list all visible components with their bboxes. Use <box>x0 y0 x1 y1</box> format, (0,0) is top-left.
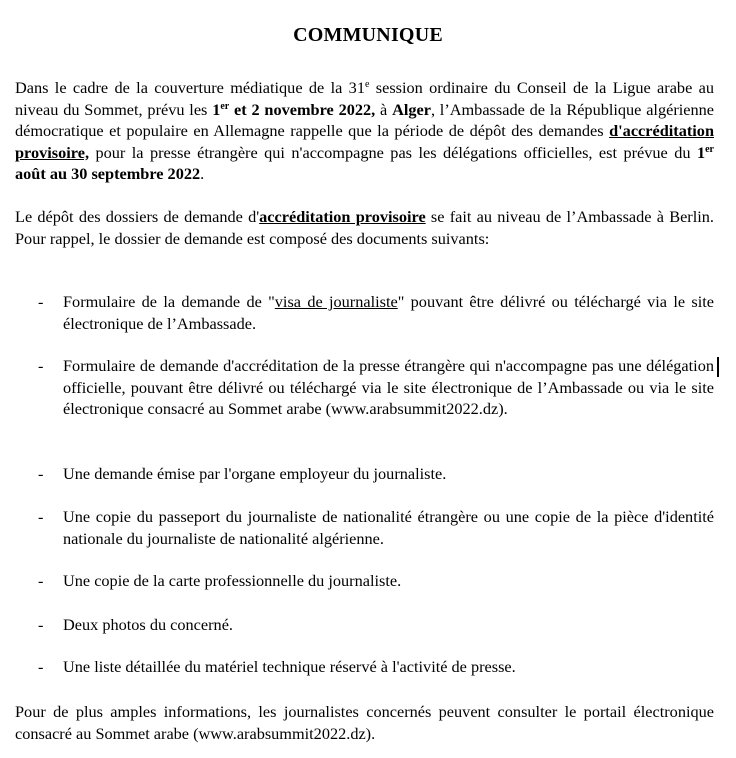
intro-accreditation-emphasis: d'accréditation provisoire, <box>15 121 714 162</box>
item-1-post: " pouvant être délivré ou téléchargé via le site électronique de l’Ambassade. <box>63 292 714 333</box>
list-item-text: Formulaire de demande d'accréditation de la presse étrangère qui n'accompagne pas une délégation officielle, pouvant être délivré ou téléchargé via le site électronique de l’Ambassade ou via le site électronique consacré au Sommet arabe (www.arabsummit2022.dz). <box>63 356 714 418</box>
list-item-text: Une copie de la carte professionnelle du journaliste. <box>63 571 402 590</box>
dossier-text-2: se fait au niveau de l’Ambassade à Berlin. Pour rappel, le dossier de demande est composé des documents suivants: <box>15 207 714 248</box>
list-bullet: - <box>38 615 44 634</box>
item-1-pre: Formulaire de la demande de " <box>63 292 275 311</box>
list-bullet: - <box>38 292 44 311</box>
item-1-underlined: visa de journaliste <box>274 292 398 311</box>
intro-bold-2: et 2 novembre 2022, <box>229 99 376 119</box>
intro-city: Alger <box>392 99 431 119</box>
closing-paragraph: Pour de plus amples informations, les journalistes concernés peuvent consulter le portail électronique consacré au Sommet arabe (www.arabsummit2022.dz). <box>15 702 714 743</box>
text-cursor <box>717 357 719 377</box>
list-item-text: Une liste détaillée du matériel technique réservé à l'activité de presse. <box>63 657 516 676</box>
intro-bold-1: 1 <box>212 99 221 119</box>
list-bullet: - <box>38 464 44 483</box>
intro-date-start <box>212 100 375 119</box>
list-bullet: - <box>38 507 44 526</box>
dossier-text-1: Le dépôt des dossiers de demande d' <box>15 207 260 226</box>
intro-sup-2: er <box>220 100 230 112</box>
intro-text-3: à <box>375 99 393 119</box>
list-item-text: Une copie du passeport du journaliste de nationalité étrangère ou une copie de la pièce d'identité nationale du journaliste de nationalité algérienne. <box>63 507 714 548</box>
intro-text-5: pour la presse étrangère qui n'accompagne pas les délégations officielles, est prévue du <box>89 142 697 162</box>
intro-text-4: , l’Ambassade de la République algérienne démocratique et populaire en Allemagne rappelle que la période de dépôt des demandes <box>15 99 715 140</box>
list-bullet: - <box>38 571 44 590</box>
list-item-text <box>63 291 714 334</box>
intro-bold-4: 1 <box>696 142 706 162</box>
dossier-paragraph <box>15 206 714 249</box>
list-bullet: - <box>38 657 44 676</box>
intro-paragraph <box>15 77 714 185</box>
intro-text-1: Dans le cadre de la couverture médiatique de la 31 <box>15 78 365 97</box>
list-item-text: Deux photos du concerné. <box>63 615 233 634</box>
intro-text-6: . <box>200 164 205 183</box>
intro-sup-3: er <box>705 143 714 155</box>
intro-text-2: session ordinaire du Conseil de la Ligue arabe au niveau du Sommet, prévu les <box>15 78 715 119</box>
dossier-accreditation-emphasis: accréditation provisoire <box>259 207 426 226</box>
intro-sup-1: e <box>364 79 370 90</box>
list-item-text: Une demande émise par l'organe employeur du journaliste. <box>63 464 447 483</box>
intro-bold-5: août au 30 septembre 2022 <box>15 164 201 183</box>
page-title: COMMUNIQUE <box>293 24 443 46</box>
list-bullet: - <box>38 356 44 375</box>
